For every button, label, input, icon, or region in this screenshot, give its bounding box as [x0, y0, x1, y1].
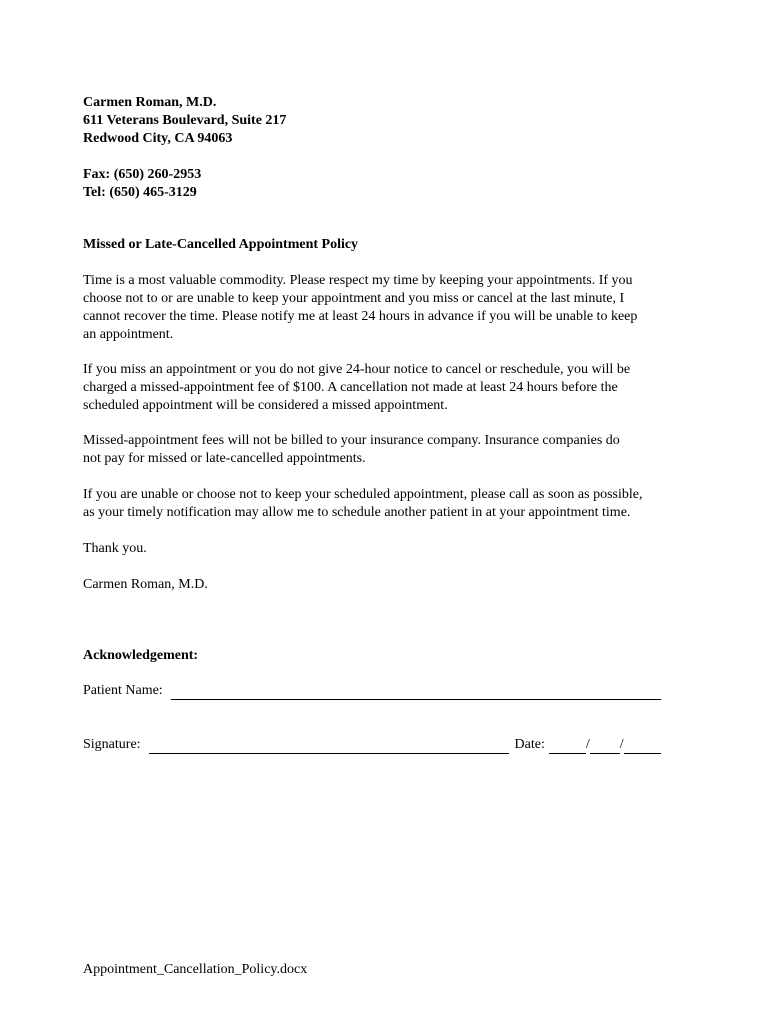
signature-label: Signature: [83, 737, 141, 752]
fax-number: Fax: (650) 260-2953 [83, 167, 202, 182]
tel-number: Tel: (650) 465-3129 [83, 185, 197, 200]
paragraph-line: Missed-appointment fees will not be billed to your insurance company. Insurance companies do [83, 433, 620, 448]
date-month-field[interactable] [549, 739, 586, 754]
acknowledgement-title: Acknowledgement: [83, 648, 199, 663]
date-separator: / [619, 737, 624, 752]
paragraph-line: charged a missed-appointment fee of $100. A cancellation not made at least 24 hours before the [83, 380, 618, 395]
date-day-field[interactable] [590, 739, 620, 754]
letterhead [83, 94, 286, 202]
patient-name-label: Patient Name: [83, 683, 163, 698]
date-label: Date: [514, 737, 545, 752]
policy-title: Missed or Late-Cancelled Appointment Policy [83, 237, 359, 252]
thank-you-text: Thank you. [83, 541, 147, 556]
doctor-name: Carmen Roman, M.D. [83, 95, 217, 110]
paragraph-line: cannot recover the time. Please notify me at least 24 hours in advance if you will be unable to keep [83, 309, 638, 324]
policy-paragraph-1 [83, 272, 693, 344]
paragraph-line: If you are unable or choose not to keep your scheduled appointment, please call as soon as possible, [83, 487, 643, 502]
patient-name-field[interactable] [171, 685, 661, 700]
address-line-1: 611 Veterans Boulevard, Suite 217 [83, 113, 287, 128]
document-filename: Appointment_Cancellation_Policy.docx [83, 962, 308, 977]
paragraph-line: If you miss an appointment or you do not give 24-hour notice to cancel or reschedule, you will be [83, 362, 631, 377]
policy-paragraph-3 [83, 432, 693, 468]
policy-paragraph-4 [83, 486, 693, 522]
paragraph-line: an appointment. [83, 327, 174, 342]
date-separator: / [585, 737, 590, 752]
signature-row [83, 736, 661, 754]
paragraph-line: as your timely notification may allow me to schedule another patient in at your appointment time. [83, 505, 631, 520]
closing-signature [83, 576, 693, 594]
header-spacer [83, 148, 286, 166]
signature-field[interactable] [149, 739, 509, 754]
closing-name: Carmen Roman, M.D. [83, 577, 208, 592]
paragraph-line: choose not to or are unable to keep your appointment and you miss or cancel at the last minute, I [83, 291, 625, 306]
date-year-field[interactable] [624, 739, 661, 754]
address-line-2: Redwood City, CA 94063 [83, 131, 233, 146]
paragraph-line: not pay for missed or late-cancelled appointments. [83, 451, 366, 466]
paragraph-line: scheduled appointment will be considered a missed appointment. [83, 398, 448, 413]
policy-paragraph-2 [83, 361, 693, 415]
thank-you-line [83, 540, 693, 558]
paragraph-line: Time is a most valuable commodity. Please respect my time by keeping your appointments. If you [83, 273, 633, 288]
patient-name-row [83, 682, 661, 700]
